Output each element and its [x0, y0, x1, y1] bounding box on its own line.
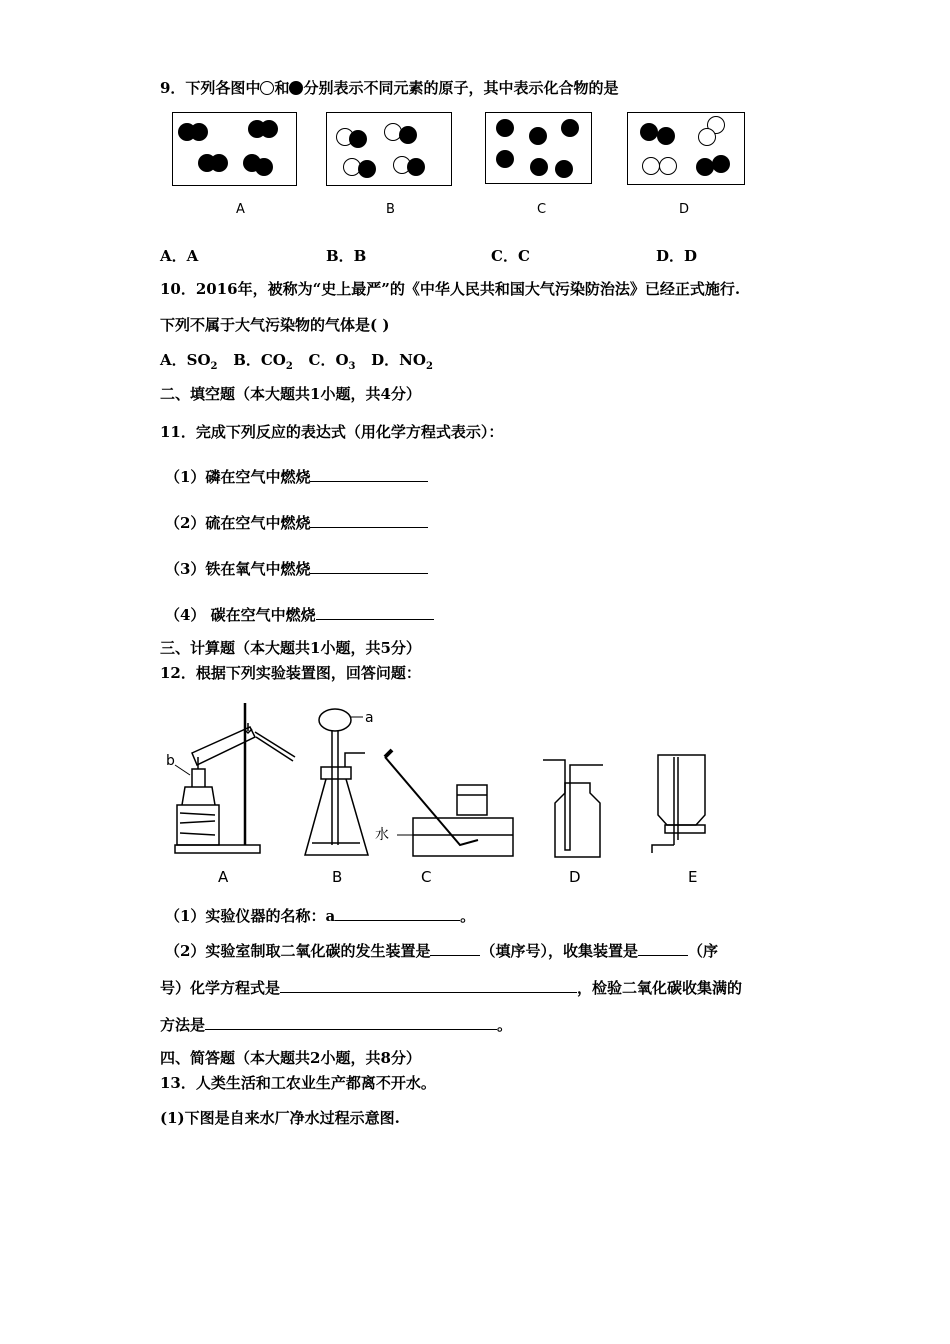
diagram-box-d: [627, 112, 745, 185]
q12-part2-line1: （2）实验室制取二氧化碳的发生装置是 （填序号），收集装置是 （序: [165, 942, 718, 960]
white-atom-icon: [260, 81, 274, 95]
diagram-box-c: [485, 112, 592, 184]
diagram-box-a: [172, 112, 297, 186]
q9-stem: 9．下列各图中 和 分别表示不同元素的原子，其中表示化合物的是: [160, 79, 619, 97]
q12-part2-line3: 方法是 。: [160, 1016, 513, 1034]
apparatus-caption-e: E: [688, 868, 698, 886]
q9-option-a: A．A: [160, 247, 199, 265]
box-label-c: C: [537, 202, 547, 217]
diagram-box-b: [326, 112, 452, 186]
apparatus-c: [385, 750, 513, 856]
q11-stem: 11．完成下列反应的表达式（用化学方程式表示）：: [160, 423, 504, 441]
q13-sub1: (1)下图是自来水厂净水过程示意图.: [160, 1109, 400, 1127]
q13-stem: 13．人类生活和工农业生产都离不开水。: [160, 1074, 436, 1092]
q12-part1: （1）实验仪器的名称：a 。: [165, 907, 476, 925]
q11-item-4: （4） 碳在空气中燃烧: [165, 604, 434, 625]
q11-item-2: （2）硫在空气中燃烧: [165, 512, 428, 533]
answer-blank[interactable]: [310, 512, 428, 528]
q12-stem: 12．根据下列实验装置图，回答问题：: [160, 664, 421, 682]
q10-line2: 下列不属于大气污染物的气体是( ): [160, 316, 390, 334]
apparatus-caption-c: C: [421, 868, 432, 886]
answer-blank[interactable]: [316, 604, 434, 620]
section-3-heading: 三、计算题（本大题共1小题，共5分）: [160, 639, 421, 657]
answer-blank[interactable]: [335, 905, 460, 921]
black-atom-icon: [289, 81, 303, 95]
apparatus-e: [652, 755, 705, 853]
q9-option-d: D．D: [656, 247, 698, 265]
q9-option-b: B．B: [326, 247, 367, 265]
answer-blank[interactable]: [430, 940, 480, 956]
answer-blank[interactable]: [205, 1014, 497, 1030]
apparatus-a: [175, 703, 295, 853]
q10-options: A．$SO_2$ B．$CO_2$ C．$O_3$ D．$NO_2$: [160, 351, 433, 372]
q12-part2-line2: 号）化学方程式是 ，检验二氧化碳收集满的: [160, 979, 743, 997]
q10-line1: 10．2016年，被称为“史上最严”的《中华人民共和国大气污染防治法》已经正式施行.: [160, 280, 741, 298]
q11-item-1: （1）磷在空气中燃烧: [165, 466, 428, 487]
box-label-b: B: [386, 202, 395, 217]
answer-blank[interactable]: [310, 558, 428, 574]
lab-apparatus-figure: [160, 695, 720, 865]
apparatus-label-b: b: [166, 753, 175, 769]
apparatus-caption-d: D: [569, 868, 581, 886]
box-label-a: A: [236, 202, 245, 217]
box-label-d: D: [679, 202, 690, 217]
q9-option-c: C．C: [491, 247, 530, 265]
answer-blank[interactable]: [638, 940, 688, 956]
answer-blank[interactable]: [280, 977, 577, 993]
apparatus-label-a: a: [365, 710, 374, 726]
answer-blank[interactable]: [310, 466, 428, 482]
apparatus-caption-a: A: [218, 868, 229, 886]
apparatus-d: [543, 760, 603, 857]
q11-item-3: （3）铁在氧气中燃烧: [165, 558, 428, 579]
section-4-heading: 四、简答题（本大题共2小题，共8分）: [160, 1049, 421, 1067]
apparatus-label-water: 水: [375, 827, 389, 843]
apparatus-caption-b: B: [332, 868, 343, 886]
apparatus-b: [305, 709, 368, 855]
section-2-heading: 二、填空题（本大题共1小题，共4分）: [160, 385, 421, 403]
